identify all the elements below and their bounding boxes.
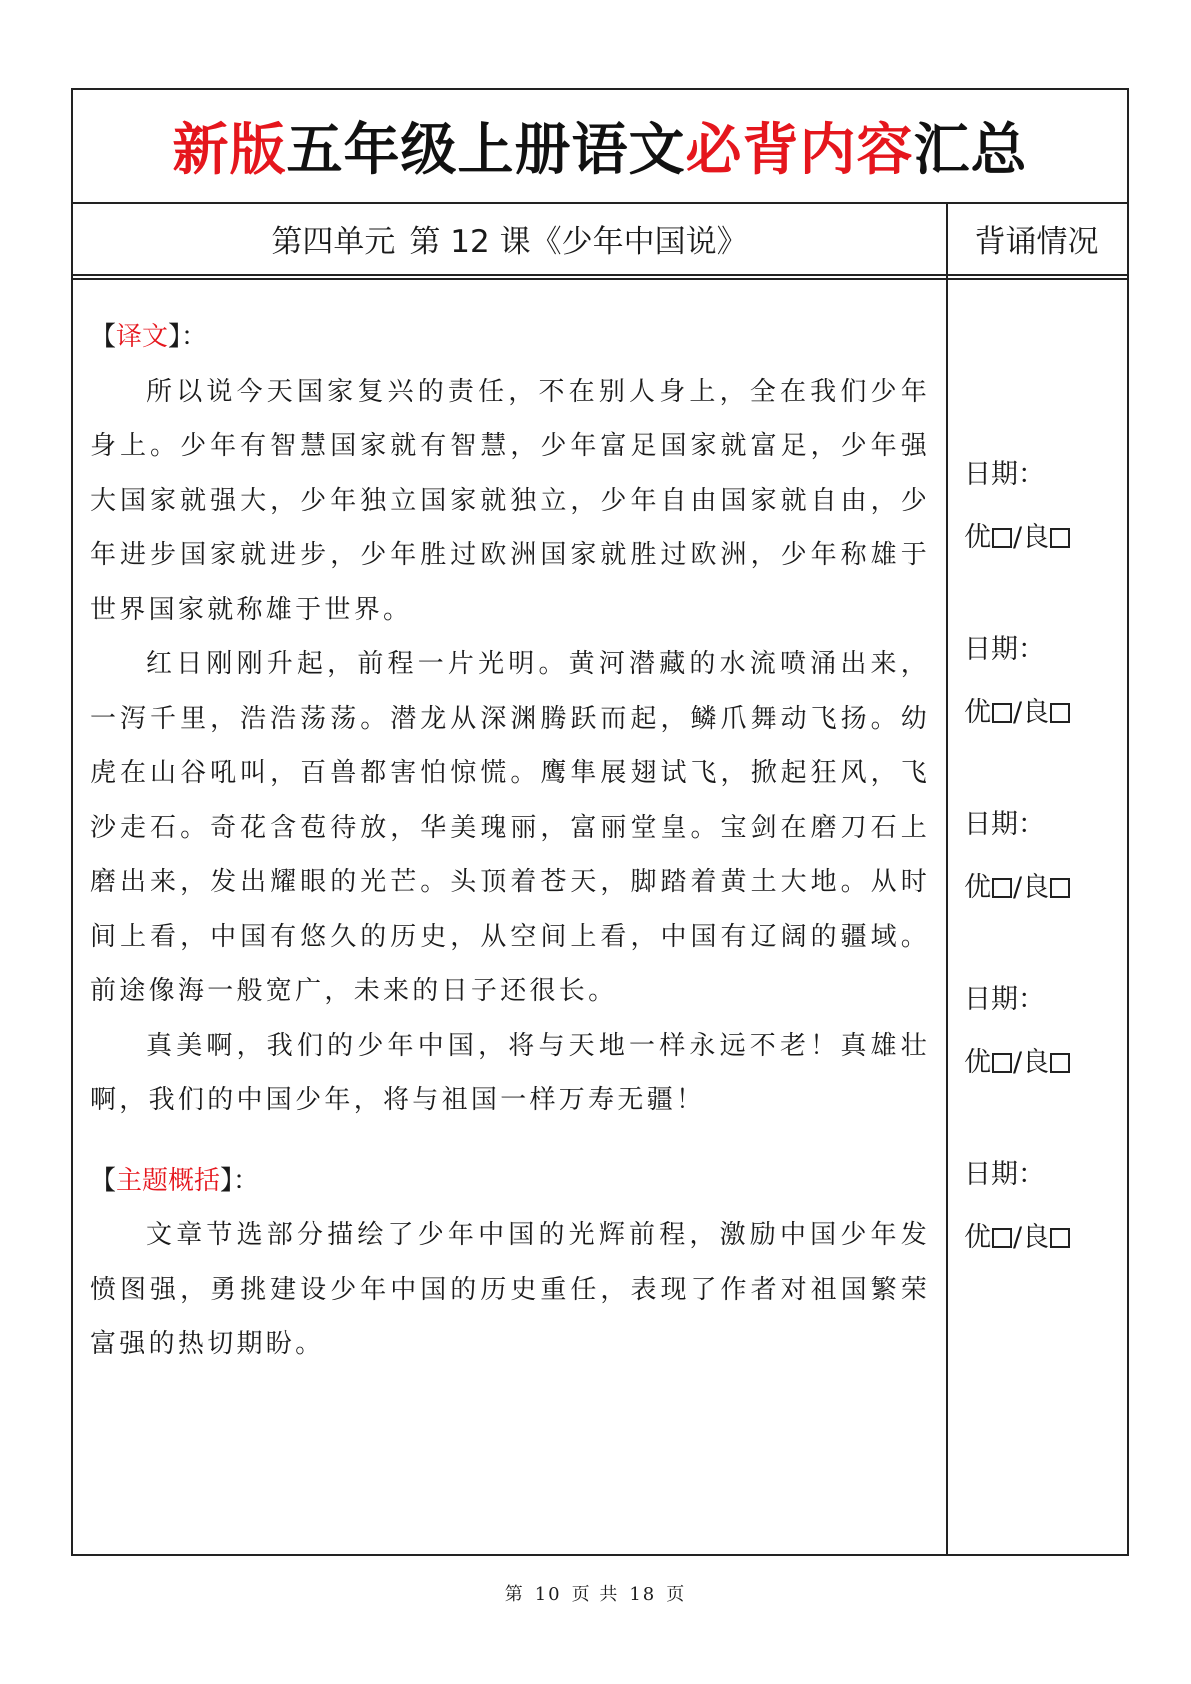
date-label: 日期：	[964, 984, 1045, 1015]
section-label-theme: 【主题概括】：	[90, 1165, 260, 1196]
page-number: 第 10 页 共 18 页	[504, 1584, 687, 1605]
title-part-grade: 五年级上册语文	[286, 118, 686, 183]
grade-options: 优 /良	[964, 873, 1124, 903]
checkbox-good[interactable]	[992, 703, 1012, 723]
checkbox-fair[interactable]	[1050, 878, 1070, 898]
page-title	[73, 90, 1127, 204]
date-label: 日期：	[964, 634, 1045, 665]
total-pages: 18	[629, 1584, 657, 1605]
lesson-content	[90, 310, 930, 1372]
record-entry	[964, 635, 1124, 728]
date-label: 日期：	[964, 459, 1045, 490]
checkbox-good[interactable]	[992, 1228, 1012, 1248]
table-header	[73, 202, 1127, 276]
record-entry	[964, 1160, 1124, 1253]
section-label-translation: 【译文】：	[90, 322, 208, 352]
body-top-rule	[73, 278, 1127, 280]
checkbox-good[interactable]	[992, 1053, 1012, 1073]
checkbox-fair[interactable]	[1050, 1053, 1070, 1073]
title-part-new: 新版	[172, 118, 287, 183]
status-heading: 背诵情况	[974, 223, 1099, 260]
grade-options: 优 /良	[964, 698, 1124, 728]
checkbox-good[interactable]	[992, 878, 1012, 898]
translation-paragraph: 红日刚刚升起，前程一片光明。黄河潜藏的水流喷涌出来，一泻千里，浩浩荡荡。潜龙从深渊腾跃而起，鳞爪舞动飞扬。幼虎在山谷吼叫，百兽都害怕惊慌。鹰隼展翅试飞，掀起狂风，飞沙走石。奇花含苞待放，华美瑰丽，富丽堂皇。宝剑在磨刀石上磨出来，发出耀眼的光芒。头顶着苍天，脚踏着黄土大地。从时间上看，中国有悠久的历史，从空间上看，中国有辽阔的疆域。前途像海一般宽广，未来的日子还很长。	[90, 649, 930, 1006]
current-page: 10	[534, 1584, 562, 1605]
lesson-heading	[73, 202, 946, 274]
checkbox-good[interactable]	[992, 528, 1012, 548]
recitation-sheet	[71, 88, 1129, 1556]
translation-paragraph: 所以说今天国家复兴的责任，不在别人身上，全在我们少年身上。少年有智慧国家就有智慧，少年富足国家就富足，少年强大国家就强大，少年独立国家就独立，少年自由国家就自由，少年进步国家就进步，少年胜过欧洲国家就胜过欧洲，少年称雄于世界国家就称雄于世界。	[90, 376, 930, 625]
title-part-summary: 汇总	[913, 118, 1028, 183]
grade-options: 优 /良	[964, 523, 1124, 553]
record-entry	[964, 810, 1124, 903]
lesson-label: 第 12 课《少年中国说》	[409, 223, 748, 260]
translation-paragraph: 真美啊，我们的少年中国，将与天地一样永远不老！真雄壮啊，我们的中国少年，将与祖国一样万寿无疆！	[90, 1030, 930, 1115]
grade-options: 优 /良	[964, 1048, 1124, 1078]
date-label: 日期：	[964, 809, 1045, 840]
theme-paragraph: 文章节选部分描绘了少年中国的光辉前程，激励中国少年发愤图强，勇挑建设少年中国的历史重任，表现了作者对祖国繁荣富强的热切期盼。	[90, 1220, 930, 1359]
record-entry	[964, 460, 1124, 553]
checkbox-fair[interactable]	[1050, 703, 1070, 723]
column-divider	[946, 202, 948, 1554]
grade-options: 优 /良	[964, 1223, 1124, 1253]
checkbox-fair[interactable]	[1050, 528, 1070, 548]
record-entry	[964, 985, 1124, 1078]
title-part-must-recite: 必背内容	[685, 118, 914, 183]
date-label: 日期：	[964, 1159, 1045, 1190]
checkbox-fair[interactable]	[1050, 1228, 1070, 1248]
unit-label: 第四单元	[271, 223, 396, 260]
